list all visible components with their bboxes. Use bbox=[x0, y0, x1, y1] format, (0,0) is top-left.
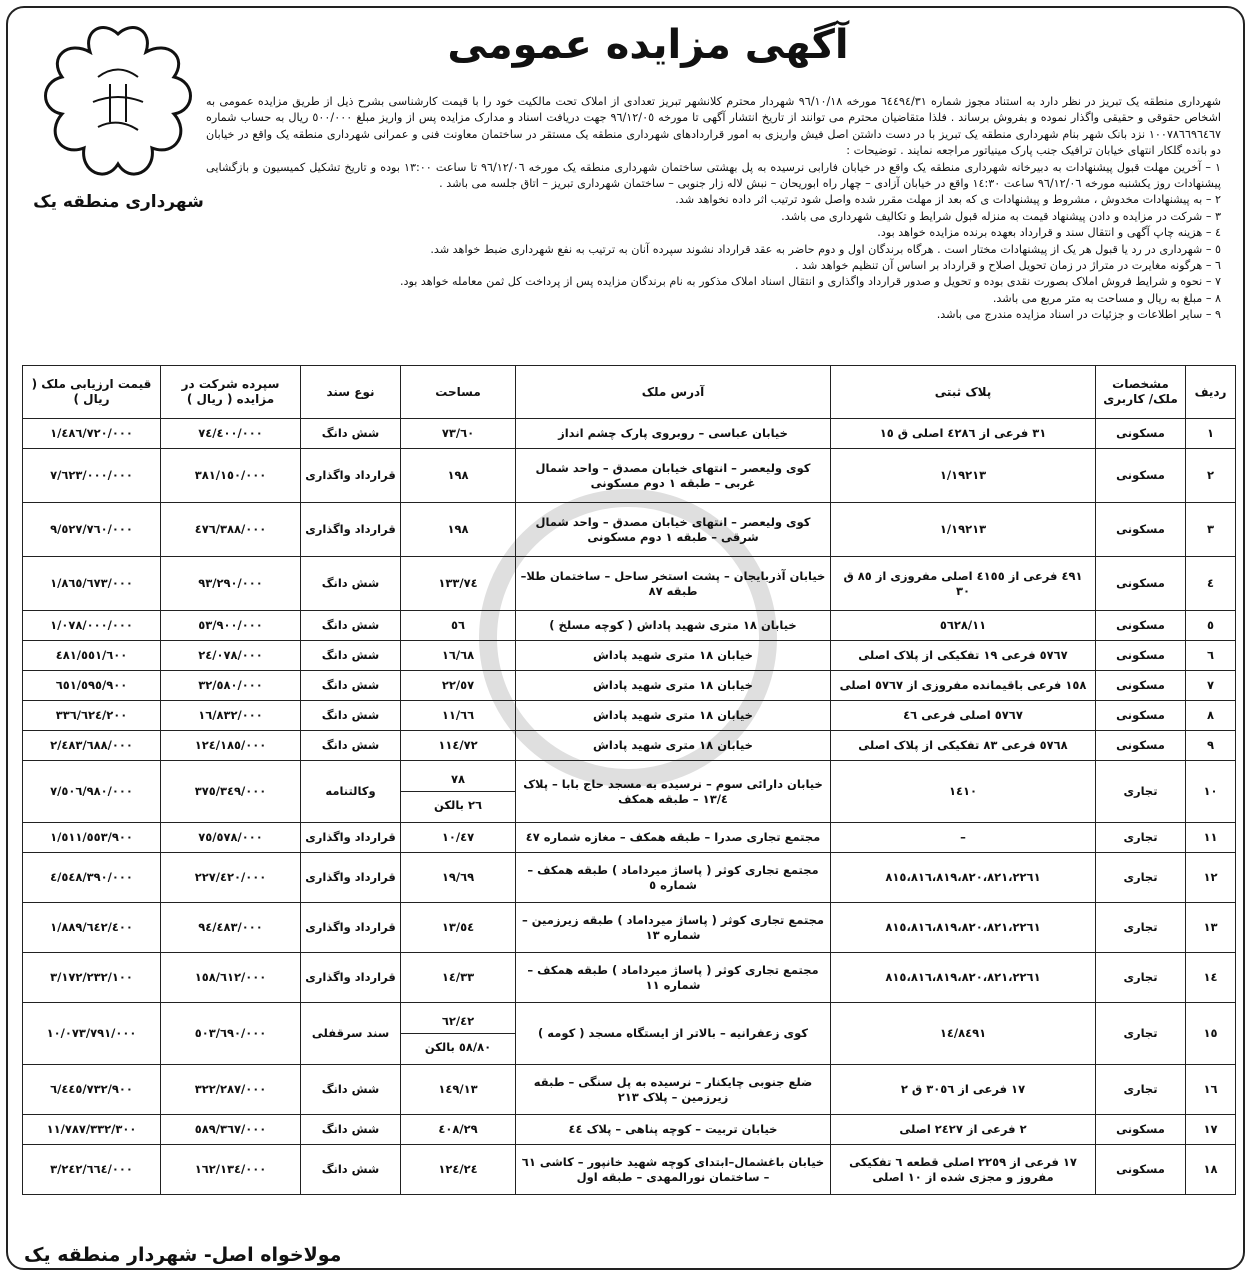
row-number: ١٨ bbox=[1186, 1145, 1236, 1195]
price-cell: ٢/٤٨٣/٦٨٨/٠٠٠ bbox=[23, 731, 161, 761]
plate-cell: ٤٩١ فرعی از ٤١٥٥ اصلی مفروزی از ٨٥ ق ٣٠ bbox=[831, 557, 1096, 611]
table-row bbox=[23, 903, 1236, 953]
address-cell: ضلع جنوبی چایکنار – نرسیده به پل سنگی – طبقه زیرزمین – پلاک ٢١٣ bbox=[516, 1065, 831, 1115]
deposit-cell: ٤٧٦/٣٨٨/٠٠٠ bbox=[161, 503, 301, 557]
table-row bbox=[23, 1065, 1236, 1115]
area-cell: ١٤/٣٣ bbox=[401, 953, 516, 1003]
deed-cell: شش دانگ bbox=[301, 611, 401, 641]
row-number: ١٢ bbox=[1186, 853, 1236, 903]
address-cell: مجتمع تجاری کوثر ( پاساژ میرداماد ) طبقه زیرزمین – شماره ١٣ bbox=[516, 903, 831, 953]
address-cell: مجتمع تجاری کوثر ( پاساژ میرداماد ) طبقه همکف – شماره ١١ bbox=[516, 953, 831, 1003]
price-cell: ٧/٦٢٣/٠٠٠/٠٠٠ bbox=[23, 449, 161, 503]
row-number: ٥ bbox=[1186, 611, 1236, 641]
table-row bbox=[23, 557, 1236, 611]
intro-item: ٧ – نحوه و شرایط فروش املاک بصورت نقدی بوده و تحویل و صدور قرارداد واگذاری و انتقال اسناد املاک مذکور به نام برندگان مزایده پس از پرداخت کل ثمن معامله خواهد بود. bbox=[399, 275, 1221, 289]
org-name: شهرداری منطقه یک bbox=[33, 192, 204, 212]
table-row bbox=[23, 761, 1236, 823]
plate-cell: ٢ فرعی از ٢٤٢٧ اصلی bbox=[831, 1115, 1096, 1145]
intro-item: ٩ – سایر اطلاعات و جزئیات در اسناد مزایده مندرج می باشد. bbox=[936, 308, 1221, 322]
address-cell: کوی ولیعصر – انتهای خیابان مصدق – واحد شمال شرقی – طبقه ١ دوم مسکونی bbox=[516, 503, 831, 557]
address-cell: مجتمع تجاری صدرا – طبقه همکف – مغازه شماره ٤٧ bbox=[516, 823, 831, 853]
plate-cell: ١/١٩٢١٣ bbox=[831, 449, 1096, 503]
area-cell: ١٦/٦٨ bbox=[401, 641, 516, 671]
area-cell bbox=[401, 761, 516, 823]
deposit-cell: ١٢٤/١٨٥/٠٠٠ bbox=[161, 731, 301, 761]
row-number: ٩ bbox=[1186, 731, 1236, 761]
flower-emblem-icon bbox=[38, 22, 198, 187]
area-cell: ١٩/٦٩ bbox=[401, 853, 516, 903]
deposit-cell: ٣٢/٥٨٠/٠٠٠ bbox=[161, 671, 301, 701]
table-row bbox=[23, 1003, 1236, 1065]
balcony-area: ٥٨/٨٠ بالکن bbox=[401, 1033, 515, 1055]
price-cell: ١/٠٧٨/٠٠٠/٠٠٠ bbox=[23, 611, 161, 641]
area-cell: ١٣٣/٧٤ bbox=[401, 557, 516, 611]
area-cell: ٧٣/٦٠ bbox=[401, 419, 516, 449]
usage-cell: مسکونی bbox=[1096, 731, 1186, 761]
row-number: ٣ bbox=[1186, 503, 1236, 557]
deposit-cell: ١٦/٨٣٢/٠٠٠ bbox=[161, 701, 301, 731]
price-cell: ١/٨٨٩/٦٤٢/٤٠٠ bbox=[23, 903, 161, 953]
deposit-cell: ٥٣/٩٠٠/٠٠٠ bbox=[161, 611, 301, 641]
area-cell: ١٤٩/١٣ bbox=[401, 1065, 516, 1115]
page-title: آگهی مزایده عمومی bbox=[447, 22, 849, 68]
address-cell: خیابان آذربایجان – پشت استخر ساحل – ساختمان طلا– طبقه ٨٧ bbox=[516, 557, 831, 611]
intro-item: ٦ – هرگونه مغایرت در متراژ در زمان تحویل اصلاح و قرارداد بر اساس آن تنظیم خواهد شد . bbox=[794, 259, 1221, 273]
signature: مولاخواه اصل- شهردار منطقه یک bbox=[24, 1244, 342, 1266]
price-cell: ٩/٥٢٧/٧٦٠/٠٠٠ bbox=[23, 503, 161, 557]
address-cell: کوی زعفرانیه – بالاتر از ایستگاه مسجد ( کومه ) bbox=[516, 1003, 831, 1065]
row-number: ١٦ bbox=[1186, 1065, 1236, 1115]
table-row bbox=[23, 1145, 1236, 1195]
usage-cell: مسکونی bbox=[1096, 1145, 1186, 1195]
plate-cell: – bbox=[831, 823, 1096, 853]
balcony-area: ٢٦ بالکن bbox=[401, 791, 515, 813]
intro-item: ٤ – هزینه چاپ آگهی و انتقال سند و قرارداد بعهده برنده مزایده خواهد بود. bbox=[877, 226, 1221, 240]
deposit-cell: ٢٤/٠٧٨/٠٠٠ bbox=[161, 641, 301, 671]
table-row bbox=[23, 671, 1236, 701]
intro-item: ٥ – شهرداری در رد یا قبول هر یک از پیشنهادات مختار است . هرگاه برندگان اول و دوم حاضر به عقد قرارداد نشوند سپرده آنان به ترتیب به نفع شهرداری ضبط خواهد شد. bbox=[430, 242, 1221, 256]
deposit-cell: ١٦٢/١٣٤/٠٠٠ bbox=[161, 1145, 301, 1195]
usage-cell: مسکونی bbox=[1096, 701, 1186, 731]
table-row bbox=[23, 611, 1236, 641]
price-cell: ١/٥١١/٥٥٣/٩٠٠ bbox=[23, 823, 161, 853]
table-row bbox=[23, 953, 1236, 1003]
plate-cell: ٥٧٦٧ فرعی ١٩ تفکیکی از پلاک اصلی bbox=[831, 641, 1096, 671]
deposit-cell: ٧٤/٤٠٠/٠٠٠ bbox=[161, 419, 301, 449]
price-cell: ٤/٥٤٨/٣٩٠/٠٠٠ bbox=[23, 853, 161, 903]
usage-cell: مسکونی bbox=[1096, 557, 1186, 611]
price-cell: ٣/١٧٢/٢٣٢/١٠٠ bbox=[23, 953, 161, 1003]
plate-cell: ٥٧٦٧ اصلی فرعی ٤٦ bbox=[831, 701, 1096, 731]
area-cell: ٢٢/٥٧ bbox=[401, 671, 516, 701]
municipality-logo bbox=[26, 22, 211, 222]
price-cell: ١٠/٠٧٣/٧٩١/٠٠٠ bbox=[23, 1003, 161, 1065]
deed-cell: وکالتنامه bbox=[301, 761, 401, 823]
area-value: ٦٢/٤٢ bbox=[441, 1014, 475, 1028]
table-row bbox=[23, 823, 1236, 853]
area-cell: ١٩٨ bbox=[401, 449, 516, 503]
deed-cell: شش دانگ bbox=[301, 1115, 401, 1145]
usage-cell: مسکونی bbox=[1096, 671, 1186, 701]
col-header-price: قیمت ارزیابی ملک ( ریال ) bbox=[23, 366, 161, 419]
deed-cell: شش دانگ bbox=[301, 1065, 401, 1115]
plate-cell: ٨١٥،٨١٦،٨١٩،٨٢٠،٨٢١،٢٢٦١ bbox=[831, 853, 1096, 903]
deed-cell: شش دانگ bbox=[301, 641, 401, 671]
area-cell: ٤٠٨/٢٩ bbox=[401, 1115, 516, 1145]
table-row bbox=[23, 853, 1236, 903]
deposit-cell: ٥٠٣/٦٩٠/٠٠٠ bbox=[161, 1003, 301, 1065]
price-cell: ١/٨٦٥/٦٧٣/٠٠٠ bbox=[23, 557, 161, 611]
deposit-cell: ٩٤/٤٨٣/٠٠٠ bbox=[161, 903, 301, 953]
usage-cell: تجاری bbox=[1096, 953, 1186, 1003]
row-number: ٧ bbox=[1186, 671, 1236, 701]
usage-cell: تجاری bbox=[1096, 823, 1186, 853]
deed-cell: قرارداد واگذاری bbox=[301, 903, 401, 953]
price-cell: ٣/٢٤٢/٦٦٤/٠٠٠ bbox=[23, 1145, 161, 1195]
usage-cell: تجاری bbox=[1096, 1065, 1186, 1115]
address-cell: خیابان ١٨ متری شهید پاداش bbox=[516, 671, 831, 701]
deposit-cell: ٩٣/٢٩٠/٠٠٠ bbox=[161, 557, 301, 611]
usage-cell: مسکونی bbox=[1096, 503, 1186, 557]
intro-item: ٨ – مبلغ به ریال و مساحت به متر مربع می باشد. bbox=[992, 291, 1221, 305]
table-row bbox=[23, 731, 1236, 761]
address-cell: خیابان عباسی – روبروی پارک چشم انداز bbox=[516, 419, 831, 449]
deed-cell: شش دانگ bbox=[301, 419, 401, 449]
price-cell: ١/٤٨٦/٧٢٠/٠٠٠ bbox=[23, 419, 161, 449]
row-number: ٨ bbox=[1186, 701, 1236, 731]
deed-cell: قرارداد واگذاری bbox=[301, 853, 401, 903]
address-cell: خیابان ١٨ متری شهید پاداش bbox=[516, 731, 831, 761]
deed-cell: شش دانگ bbox=[301, 1145, 401, 1195]
plate-cell: ١٤١٠ bbox=[831, 761, 1096, 823]
col-header-usage: مشخصات ملک/ کاربری bbox=[1096, 366, 1186, 419]
intro-item: ٢ – به پیشنهادات مخدوش ، مشروط و پیشنهادات ی که بعد از مهلت مقرر شده واصل شود ترتیب اثر داده نخواهد شد. bbox=[675, 193, 1221, 207]
price-cell: ٣٣٦/٦٢٤/٢٠٠ bbox=[23, 701, 161, 731]
address-cell: خیابان ١٨ متری شهید پاداش bbox=[516, 701, 831, 731]
deed-cell: شش دانگ bbox=[301, 671, 401, 701]
row-number: ١٣ bbox=[1186, 903, 1236, 953]
auction-table bbox=[22, 365, 1236, 1195]
plate-cell: ٥٦٢٨/١١ bbox=[831, 611, 1096, 641]
area-cell: ٥٦ bbox=[401, 611, 516, 641]
plate-cell: ٨١٥،٨١٦،٨١٩،٨٢٠،٨٢١،٢٢٦١ bbox=[831, 903, 1096, 953]
row-number: ٢ bbox=[1186, 449, 1236, 503]
table-row bbox=[23, 1115, 1236, 1145]
row-number: ١٠ bbox=[1186, 761, 1236, 823]
table-row bbox=[23, 641, 1236, 671]
deed-cell: قرارداد واگذاری bbox=[301, 953, 401, 1003]
row-number: ١٧ bbox=[1186, 1115, 1236, 1145]
price-cell: ١١/٧٨٧/٣٣٢/٣٠٠ bbox=[23, 1115, 161, 1145]
deed-cell: شش دانگ bbox=[301, 701, 401, 731]
area-cell: ١٣/٥٤ bbox=[401, 903, 516, 953]
usage-cell: تجاری bbox=[1096, 761, 1186, 823]
deposit-cell: ١٥٨/٦١٢/٠٠٠ bbox=[161, 953, 301, 1003]
area-cell: ١٢٤/٢٤ bbox=[401, 1145, 516, 1195]
deed-cell: قرارداد واگذاری bbox=[301, 823, 401, 853]
deed-cell: قرارداد واگذاری bbox=[301, 449, 401, 503]
row-number: ٤ bbox=[1186, 557, 1236, 611]
usage-cell: مسکونی bbox=[1096, 611, 1186, 641]
address-cell: مجتمع تجاری کوثر ( پاساژ میرداماد ) طبقه همکف – شماره ٥ bbox=[516, 853, 831, 903]
row-number: ١١ bbox=[1186, 823, 1236, 853]
intro-item: ٣ – شرکت در مزایده و دادن پیشنهاد قیمت به منزله قبول شرایط و تکالیف شهرداری می باشد. bbox=[781, 209, 1221, 223]
usage-cell: مسکونی bbox=[1096, 419, 1186, 449]
usage-cell: تجاری bbox=[1096, 903, 1186, 953]
deposit-cell: ٢٢٧/٤٢٠/٠٠٠ bbox=[161, 853, 301, 903]
table-row bbox=[23, 449, 1236, 503]
col-header-area: مساحت bbox=[401, 366, 516, 419]
col-header-address: آدرس ملک bbox=[516, 366, 831, 419]
price-cell: ٦٥١/٥٩٥/٩٠٠ bbox=[23, 671, 161, 701]
usage-cell: تجاری bbox=[1096, 1003, 1186, 1065]
price-cell: ٤٨١/٥٥١/٦٠٠ bbox=[23, 641, 161, 671]
deed-cell: شش دانگ bbox=[301, 557, 401, 611]
plate-cell: ١/١٩٢١٣ bbox=[831, 503, 1096, 557]
usage-cell: مسکونی bbox=[1096, 1115, 1186, 1145]
row-number: ٦ bbox=[1186, 641, 1236, 671]
intro-paragraph: شهرداری منطقه یک تبریز در نظر دارد به استناد مجوز شماره ٦٤٤٩٤/٣١ مورخه ٩٦/١٠/١٨ شهردار محترم کلانشهر تبریز تعدادی از املاک تحت مالکیت خود را با قیمت کارشناسی بشرح ذیل از طریق مزایده عمومی به اشخاص حقوقی و حقیقی واگذار نموده و بفروش برساند . فلذا متقاضیان محترم می توانند از تاریخ انتشار آگهی تا مورخه ٩٦/١٢/٠٥ جهت دریافت اسناد و مدارک مزایده پس از واریز مبلغ ٥٠٠/٠٠٠ ریال به حساب شماره ١٠٠٧٨٦٦٩٦٤٦٧ نزد بانک شهر بنام شهرداری منطقه یک تبریز با در دست داشتن اصل فیش واریزی به امور قراردادهای شهرداری منطقه یک مستقر در ساختمان معاونت فنی و عمرانی شهرداری منطقه یک واقع در خیابان دو بانده گلکار انتهای خیابان ترافیک جنب پارک مینیاتور مراجعه نمایند . توضیحات : bbox=[206, 95, 1221, 158]
deposit-cell: ٣٨١/١٥٠/٠٠٠ bbox=[161, 449, 301, 503]
address-cell: خیابان تربیت – کوچه پناهی – پلاک ٤٤ bbox=[516, 1115, 831, 1145]
area-cell: ١٩٨ bbox=[401, 503, 516, 557]
price-cell: ٦/٤٤٥/٧٣٢/٩٠٠ bbox=[23, 1065, 161, 1115]
table-row bbox=[23, 701, 1236, 731]
address-cell: کوی ولیعصر – انتهای خیابان مصدق – واحد شمال غربی – طبقه ١ دوم مسکونی bbox=[516, 449, 831, 503]
deposit-cell: ٣٧٥/٣٤٩/٠٠٠ bbox=[161, 761, 301, 823]
notice-frame bbox=[6, 6, 1245, 1270]
plate-cell: ٨١٥،٨١٦،٨١٩،٨٢٠،٨٢١،٢٢٦١ bbox=[831, 953, 1096, 1003]
deed-cell: شش دانگ bbox=[301, 731, 401, 761]
col-header-plate: پلاک ثبتی bbox=[831, 366, 1096, 419]
col-header-row: ردیف bbox=[1186, 366, 1236, 419]
address-cell: خیابان ١٨ متری شهید پاداش bbox=[516, 641, 831, 671]
table-header-row bbox=[23, 366, 1236, 419]
plate-cell: ١٥٨ فرعی باقیمانده مفروزی از ٥٧٦٧ اصلی bbox=[831, 671, 1096, 701]
usage-cell: تجاری bbox=[1096, 853, 1186, 903]
row-number: ١٤ bbox=[1186, 953, 1236, 1003]
deposit-cell: ٧٥/٥٧٨/٠٠٠ bbox=[161, 823, 301, 853]
area-cell: ١١/٦٦ bbox=[401, 701, 516, 731]
usage-cell: مسکونی bbox=[1096, 449, 1186, 503]
row-number: ١٥ bbox=[1186, 1003, 1236, 1065]
usage-cell: مسکونی bbox=[1096, 641, 1186, 671]
table-row bbox=[23, 419, 1236, 449]
area-cell: ١٠/٤٧ bbox=[401, 823, 516, 853]
plate-cell: ٥٧٦٨ فرعی ٨٣ تفکیکی از پلاک اصلی bbox=[831, 731, 1096, 761]
deposit-cell: ٥٨٩/٣٦٧/٠٠٠ bbox=[161, 1115, 301, 1145]
intro-item: ١ – آخرین مهلت قبول پیشنهادات به دبیرخانه شهرداری منطقه یک واقع در خیابان فارابی نرسیده به پل بهشتی ساختمان شهرداری منطقه یک مورخه ٩٦/١٢/٠٦ تا ساعت ١٣:٠٠ بوده و تاریخ تشکیل کمیسیون و بازگشایی پیشنهادات روز یکشنبه مورخه ٩٦/١٢/٠٦ ساعت ١٤:٣٠ واقع در خیابان آزادی – چهار راه ابوریحان – نبش لاله زار جنوبی – ساختمان شهرداری تبریز – اتاق جلسه می باشد . bbox=[206, 160, 1222, 191]
address-cell: خیابان ١٨ متری شهید پاداش ( کوچه مسلخ ) bbox=[516, 611, 831, 641]
col-header-deed: نوع سند bbox=[301, 366, 401, 419]
plate-cell: ١٧ فرعی از ٢٢٥٩ اصلی قطعه ٦ تفکیکی مفروز و مجزی شده از ١٠ اصلی bbox=[831, 1145, 1096, 1195]
address-cell: خیابان باغشمال–ابتدای کوچه شهید خانپور – کاشی ٦١ – ساختمان نورالمهدی – طبقه اول bbox=[516, 1145, 831, 1195]
plate-cell: ١٧ فرعی از ٣٠٥٦ ق ٢ bbox=[831, 1065, 1096, 1115]
area-value: ٧٨ bbox=[450, 772, 466, 786]
plate-cell: ٣١ فرعی از ٤٢٨٦ اصلی ق ١٥ bbox=[831, 419, 1096, 449]
row-number: ١ bbox=[1186, 419, 1236, 449]
plate-cell: ١٤/٨٤٩١ bbox=[831, 1003, 1096, 1065]
deed-cell: سند سرقفلی bbox=[301, 1003, 401, 1065]
table-row bbox=[23, 503, 1236, 557]
price-cell: ٧/٥٠٦/٩٨٠/٠٠٠ bbox=[23, 761, 161, 823]
area-cell bbox=[401, 1003, 516, 1065]
deed-cell: قرارداد واگذاری bbox=[301, 503, 401, 557]
deposit-cell: ٣٢٢/٢٨٧/٠٠٠ bbox=[161, 1065, 301, 1115]
intro-text bbox=[206, 94, 1221, 324]
col-header-deposit: سپرده شرکت در مزایده ( ریال ) bbox=[161, 366, 301, 419]
address-cell: خیابان دارائی سوم – نرسیده به مسجد حاج بابا – پلاک ١٣/٤ – طبقه همکف bbox=[516, 761, 831, 823]
area-cell: ١١٤/٧٢ bbox=[401, 731, 516, 761]
